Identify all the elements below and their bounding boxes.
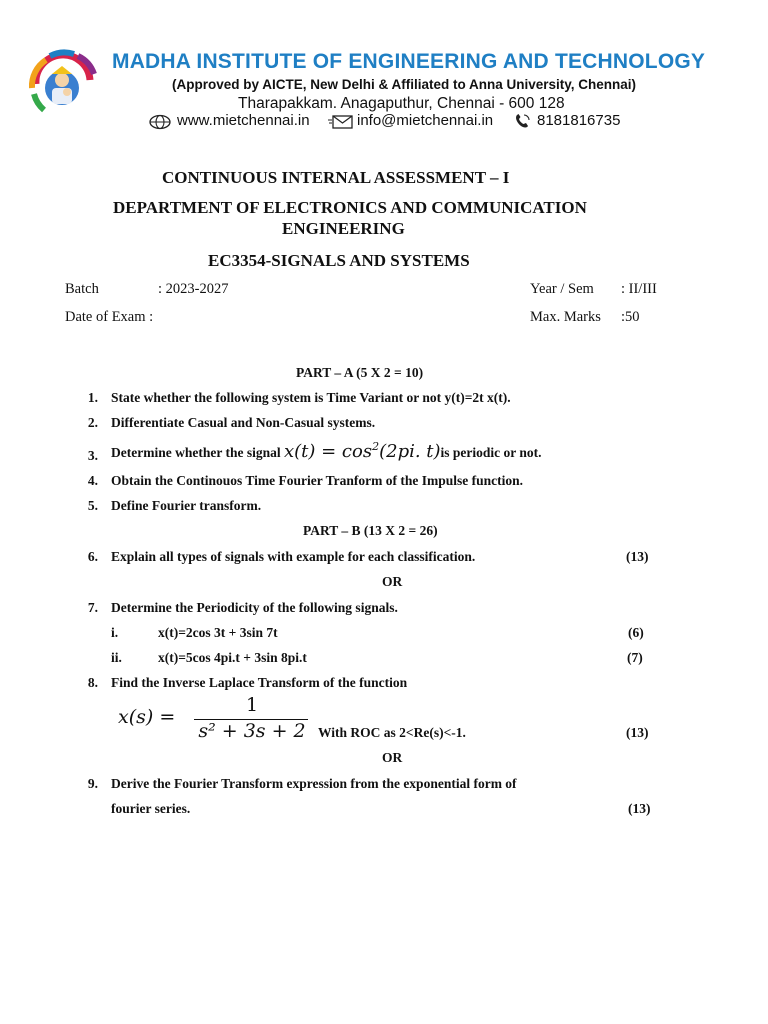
phone-icon	[514, 113, 532, 129]
laplace-formula-denominator: s² + 3s + 2	[198, 720, 306, 742]
question-number: 4.	[87, 473, 98, 488]
question-text: Define Fourier transform.	[111, 498, 262, 513]
mail-icon	[328, 115, 354, 129]
or-separator: OR	[382, 750, 403, 765]
or-separator: OR	[382, 574, 403, 589]
institution-address: Tharapakkam. Anagaputhur, Chennai - 600 128	[238, 95, 565, 112]
formula-lhs: x(t) = cos	[283, 441, 373, 462]
laplace-formula-lhs: x(s) =	[118, 706, 176, 728]
roc-text: With ROC as 2<Re(s)<-1.	[318, 725, 466, 740]
institution-name: MADHA INSTITUTE OF ENGINEERING AND TECHNOLOGY	[112, 50, 706, 73]
question-marks: (13)	[628, 801, 651, 816]
question-text: Obtain the Continouos Time Fourier Tranform of the Impulse function.	[111, 473, 524, 488]
question-text: Explain all types of signals with example for each classification.	[111, 549, 476, 564]
question-text-end: is periodic or not.	[440, 445, 542, 460]
question-number: 7.	[87, 600, 98, 615]
exam-date-label: Date of Exam :	[65, 309, 154, 325]
question-text-start: Determine whether the signal	[111, 445, 284, 460]
sub-question-text: x(t)=5cos 4pi.t + 3sin 8pi.t	[158, 650, 307, 665]
question-text: Find the Inverse Laplace Transform of the function	[111, 675, 408, 690]
formula-rhs: (2pi. t)	[379, 441, 441, 462]
question-number: 2.	[87, 415, 98, 430]
question-number: 1.	[87, 390, 98, 405]
signal-formula	[284, 440, 441, 462]
question-text: Derive the Fourier Transform expression from the exponential form of	[111, 776, 517, 791]
batch-value: : 2023-2027	[158, 281, 229, 297]
email-link[interactable]: info@mietchennai.in	[357, 112, 494, 129]
question-text: State whether the following system is Time Variant or not y(t)=2t x(t).	[111, 390, 511, 405]
question-marks: (7)	[627, 650, 643, 665]
institution-approval: (Approved by AICTE, New Delhi & Affiliated to Anna University, Chennai)	[172, 77, 637, 92]
sub-question-text: x(t)=2cos 3t + 3sin 7t	[158, 625, 278, 640]
formula-exponent: 2	[372, 440, 380, 453]
course-title: EC3354-SIGNALS AND SYSTEMS	[208, 251, 470, 270]
max-marks-value: :50	[621, 309, 640, 325]
year-sem-label: Year / Sem	[530, 281, 594, 297]
question-number: 8.	[87, 675, 98, 690]
question-number: 9.	[87, 776, 98, 791]
question-text: Differentiate Casual and Non-Casual systems.	[111, 415, 376, 430]
question-number: 3.	[87, 448, 98, 463]
website-link[interactable]: www.mietchennai.in	[177, 112, 310, 129]
year-sem-value: : II/III	[621, 281, 657, 297]
institute-logo	[22, 44, 104, 118]
question-marks: (13)	[626, 725, 649, 740]
sub-question-number: ii.	[111, 650, 122, 665]
laplace-formula-numerator: 1	[245, 694, 259, 716]
question-text: Determine the Periodicity of the following signals.	[111, 600, 398, 615]
max-marks-label: Max. Marks	[530, 309, 601, 325]
batch-label: Batch	[65, 281, 99, 297]
department-title-line2: ENGINEERING	[282, 219, 405, 238]
question-marks: (13)	[626, 549, 649, 564]
question-number: 6.	[87, 549, 98, 564]
phone-number: 8181816735	[537, 112, 621, 129]
question-marks: (6)	[628, 625, 644, 640]
sub-question-number: i.	[111, 625, 119, 640]
question-text-line2: fourier series.	[111, 801, 191, 816]
question-number: 5.	[87, 498, 98, 513]
part-a-heading: PART – A (5 X 2 = 10)	[296, 365, 424, 380]
globe-icon	[148, 114, 172, 130]
assessment-title: CONTINUOUS INTERNAL ASSESSMENT – I	[162, 168, 510, 187]
question-text	[111, 440, 542, 462]
department-title: DEPARTMENT OF ELECTRONICS AND COMMUNICATION	[113, 198, 587, 217]
part-b-heading: PART – B (13 X 2 = 26)	[303, 523, 438, 538]
